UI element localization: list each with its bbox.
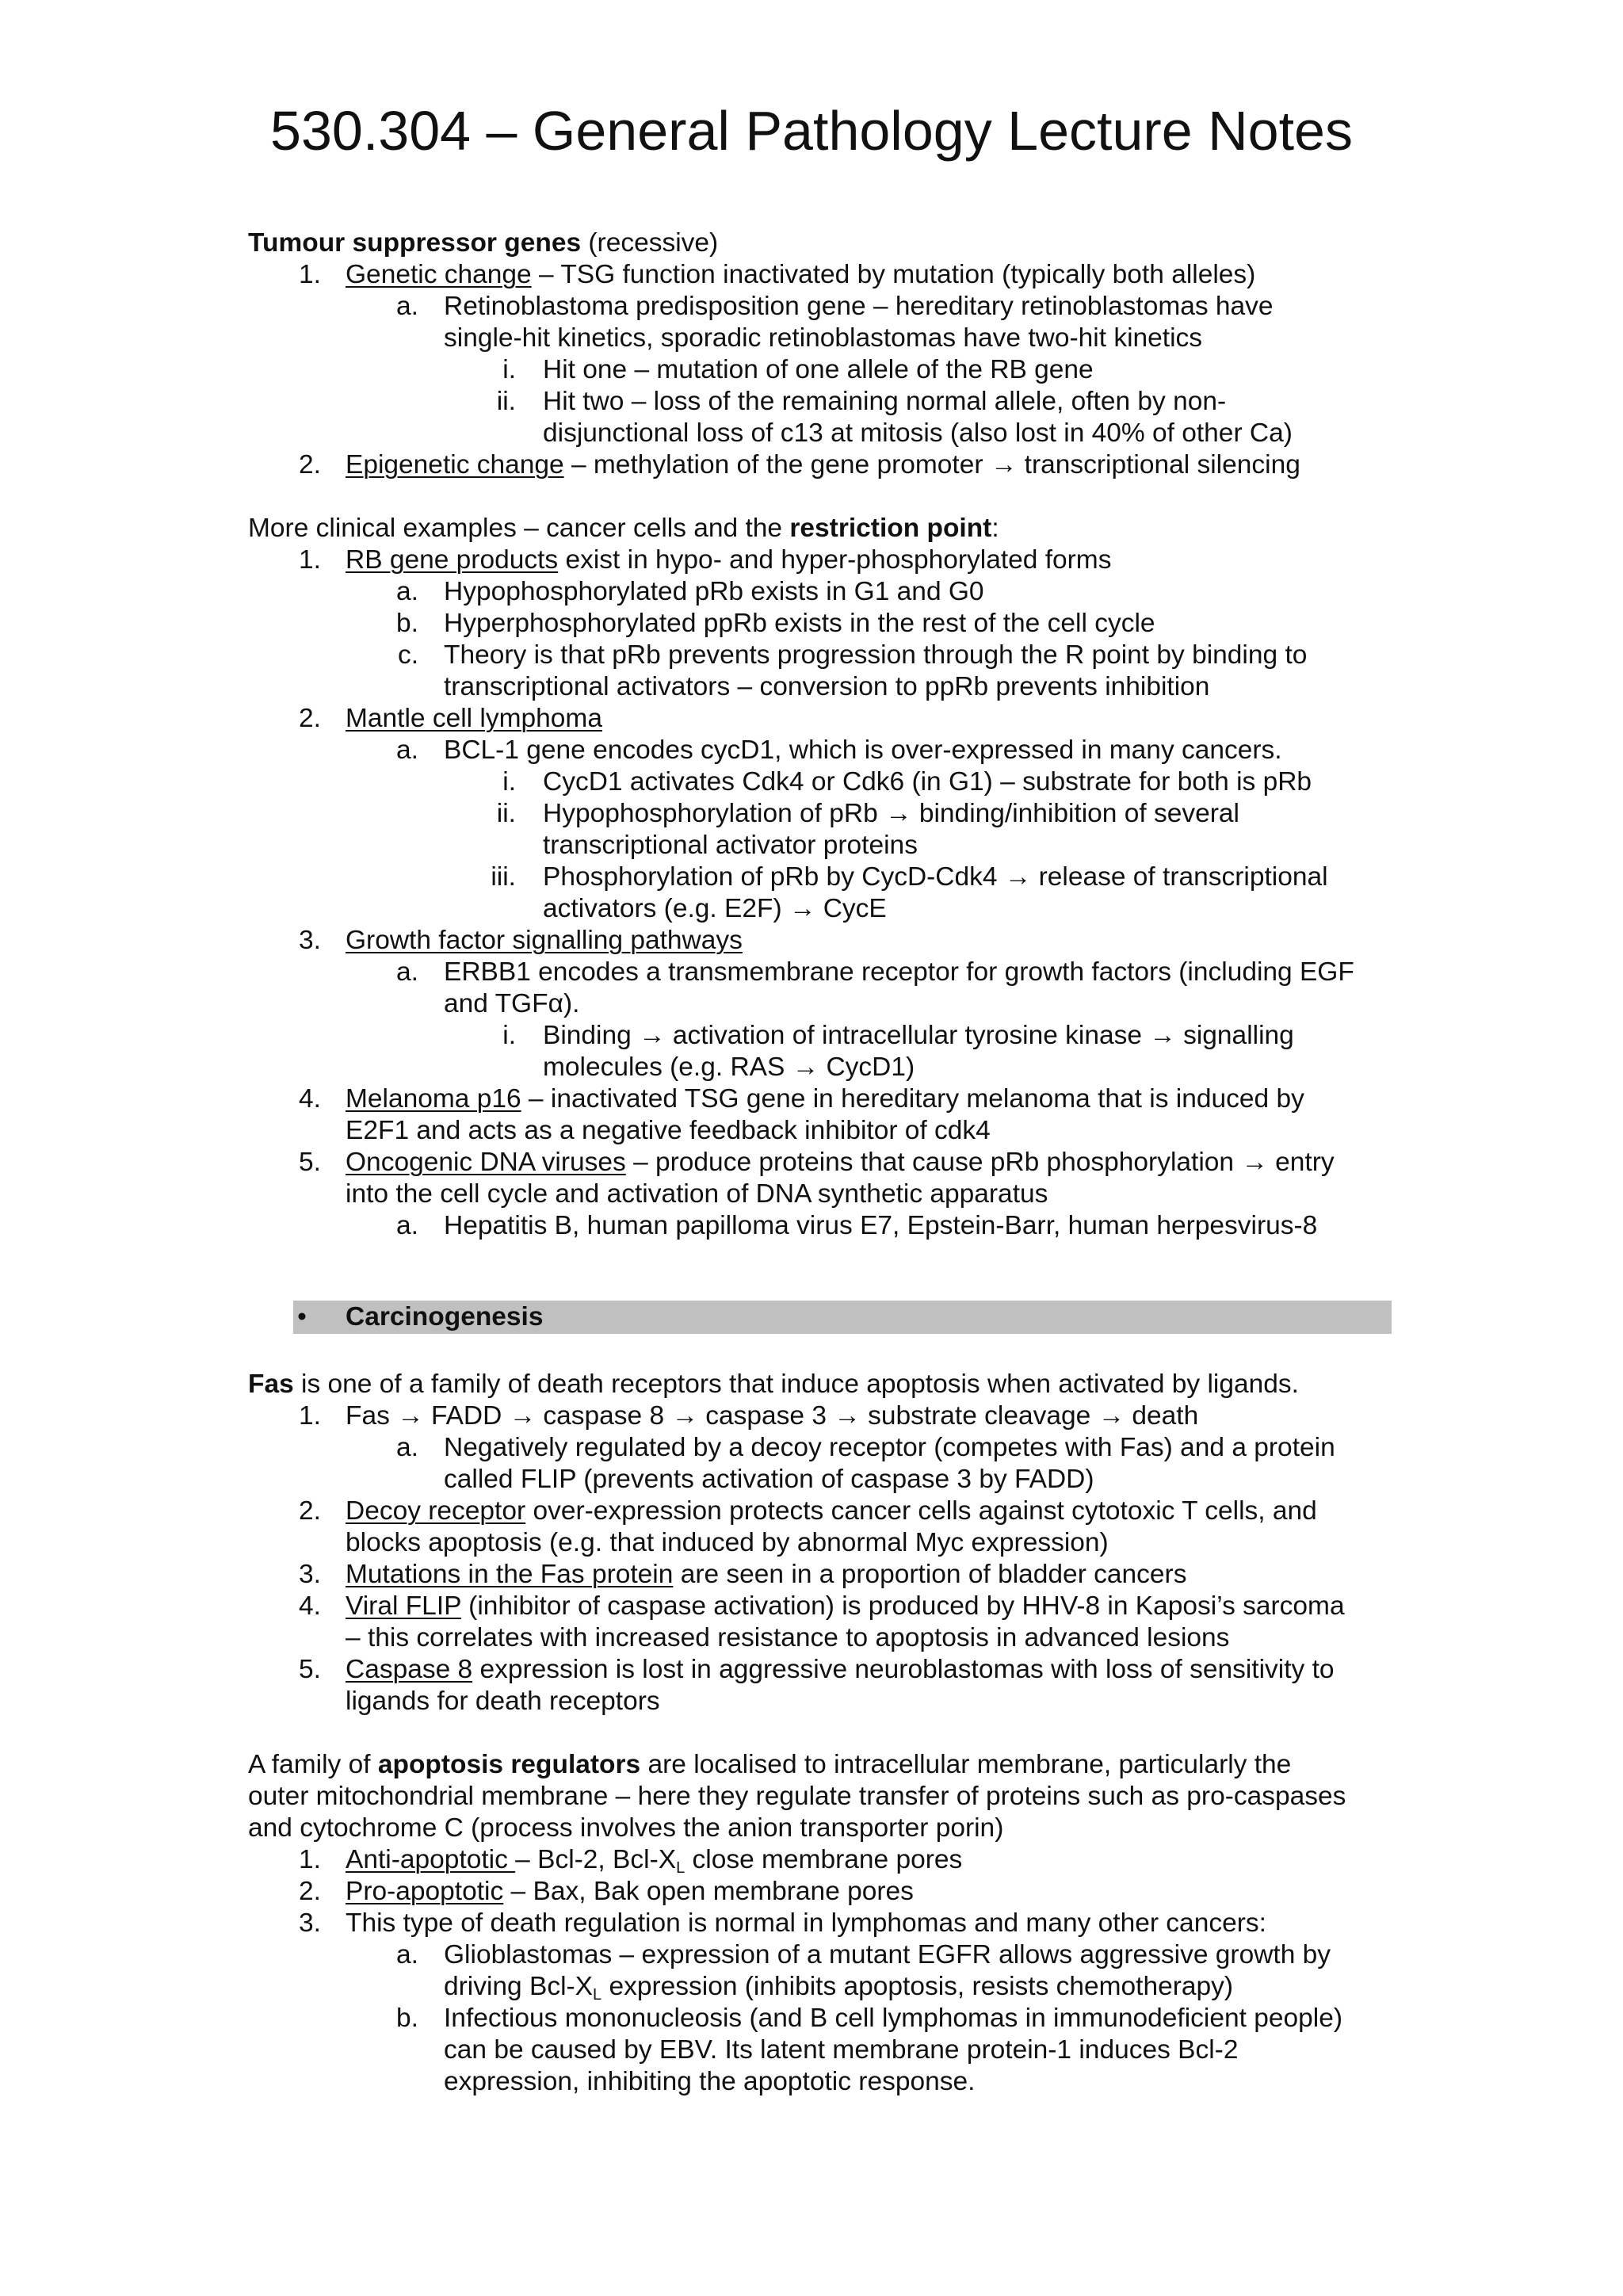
- text-run: BCL-1 gene encodes cycD1, which is over-expressed in many cancers.: [444, 735, 1282, 765]
- list-marker: 4.: [299, 1084, 321, 1114]
- text-run: More clinical examples – cancer cells and the: [248, 514, 790, 543]
- list-marker: b.: [396, 2004, 418, 2033]
- text-run: expression (inhibits apoptosis, resists chemotherapy): [601, 1972, 1234, 2001]
- list-marker: 3.: [299, 926, 321, 955]
- text-run: driving Bcl-X: [444, 1972, 594, 2001]
- text-run: – methylation of the gene promoter → transcriptional silencing: [563, 450, 1300, 479]
- text-run: over-expression protects cancer cells against cytotoxic T cells, and: [525, 1496, 1317, 1526]
- list-marker: 1.: [299, 545, 321, 575]
- text-run: is one of a family of death receptors that induce apoptosis when activated by ligands.: [293, 1370, 1299, 1399]
- line-text: [346, 1559, 1186, 1591]
- line-text: [346, 1686, 660, 1717]
- text-run: blocks apoptosis (e.g. that induced by abnormal Myc expression): [346, 1528, 1109, 1557]
- text-run: and TGFα).: [444, 989, 580, 1018]
- list-marker: a.: [396, 957, 418, 987]
- line-text: [346, 1591, 1345, 1622]
- line-text: [543, 1020, 1294, 1052]
- list-marker: i.: [502, 767, 516, 797]
- text-run: Hit one – mutation of one allele of the RB gene: [543, 355, 1094, 384]
- line-text: [543, 766, 1312, 798]
- line-text: [248, 1781, 1346, 1813]
- list-marker: a.: [396, 1211, 418, 1240]
- text-run: Theory is that pRb prevents progression through the R point by binding to: [444, 640, 1308, 670]
- subscript: L: [676, 1859, 685, 1877]
- line-text: [248, 1749, 1291, 1781]
- line-text: [543, 1052, 915, 1083]
- list-marker: a.: [396, 735, 418, 765]
- underlined-term: Melanoma p16: [346, 1084, 521, 1114]
- bold-term: Fas: [248, 1370, 294, 1399]
- text-run: E2F1 and acts as a negative feedback inhibitor of cdk4: [346, 1116, 991, 1145]
- text-run: are seen in a proportion of bladder cancers: [673, 1560, 1187, 1589]
- text-run: – inactivated TSG gene in hereditary melanoma that is induced by: [521, 1084, 1304, 1114]
- list-marker: a.: [396, 1433, 418, 1462]
- line-text: [444, 576, 984, 608]
- text-run: Hypophosphorylation of pRb → binding/inhibition of several: [543, 799, 1239, 828]
- underlined-term: Pro-apoptotic: [346, 1877, 504, 1906]
- text-run: Binding → activation of intracellular tyrosine kinase → signalling: [543, 1021, 1294, 1050]
- line-text: [543, 418, 1293, 449]
- underlined-term: Caspase 8: [346, 1655, 473, 1684]
- page-title: 530.304 – General Pathology Lecture Notes: [270, 100, 1353, 162]
- line-text: [346, 1844, 962, 1876]
- line-text: [543, 354, 1094, 386]
- list-marker: 1.: [299, 1845, 321, 1874]
- list-marker: 3.: [299, 1908, 321, 1938]
- line-text: [346, 1147, 1335, 1179]
- section-bullet: •: [297, 1302, 307, 1331]
- line-text: [346, 1622, 1229, 1654]
- line-text: [444, 1464, 1094, 1496]
- line-text: [543, 386, 1226, 418]
- text-run: Hit two – loss of the remaining normal allele, often by non-: [543, 387, 1227, 416]
- text-run: outer mitochondrial membrane – here they regulate transfer of proteins such as pro-caspases: [248, 1782, 1346, 1811]
- list-marker: c.: [397, 640, 418, 670]
- bold-term: apoptosis regulators: [377, 1750, 641, 1779]
- line-text: [444, 291, 1274, 323]
- list-marker: 2.: [299, 1877, 321, 1906]
- line-text: [346, 1654, 1335, 1686]
- text-run: Negatively regulated by a decoy receptor (competes with Fas) and a protein: [444, 1433, 1335, 1462]
- line-text: [248, 513, 999, 544]
- text-run: disjunctional loss of c13 at mitosis (also lost in 40% of other Ca): [543, 418, 1293, 448]
- line-text: [543, 893, 887, 925]
- text-run: called FLIP (prevents activation of caspase 3 by FADD): [444, 1465, 1094, 1494]
- text-run: – this correlates with increased resistance to apoptosis in advanced lesions: [346, 1623, 1230, 1652]
- line-text: [346, 1115, 991, 1147]
- list-marker: 4.: [299, 1591, 321, 1621]
- line-text: [444, 1210, 1317, 1242]
- text-run: single-hit kinetics, sporadic retinoblastomas have two-hit kinetics: [444, 323, 1203, 353]
- section-heading-carcinogenesis: Carcinogenesis: [346, 1302, 544, 1331]
- line-text: [346, 1179, 1048, 1210]
- list-marker: 1.: [299, 260, 321, 289]
- line-text: [346, 1527, 1109, 1559]
- text-run: transcriptional activators – conversion to ppRb prevents inhibition: [444, 672, 1210, 701]
- line-text: [346, 259, 1255, 291]
- list-marker: ii.: [496, 387, 516, 416]
- line-text: [346, 703, 602, 735]
- line-text: [444, 671, 1209, 703]
- text-run: (inhibitor of caspase activation) is produced by HHV-8 in Kaposi’s sarcoma: [460, 1591, 1345, 1621]
- text-run: :: [991, 514, 999, 543]
- text-run: Hepatitis B, human papilloma virus E7, Epstein-Barr, human herpesvirus-8: [444, 1211, 1318, 1240]
- underlined-term: Oncogenic DNA viruses: [346, 1148, 626, 1177]
- list-marker: 3.: [299, 1560, 321, 1589]
- underlined-term: Mantle cell lymphoma: [346, 704, 602, 733]
- line-text: [346, 449, 1300, 481]
- text-run: – TSG function inactivated by mutation (typically both alleles): [531, 260, 1256, 289]
- text-run: Retinoblastoma predisposition gene – hereditary retinoblastomas have: [444, 292, 1274, 321]
- line-text: [346, 544, 1111, 576]
- list-marker: ii.: [496, 799, 516, 828]
- text-run: Phosphorylation of pRb by CycD-Cdk4 → release of transcriptional: [543, 862, 1328, 892]
- text-run: and cytochrome C (process involves the anion transporter porin): [248, 1813, 1004, 1843]
- list-marker: 2.: [299, 704, 321, 733]
- list-marker: 1.: [299, 1401, 321, 1431]
- list-marker: 2.: [299, 450, 321, 479]
- underlined-term: Decoy receptor: [346, 1496, 526, 1526]
- line-text: [444, 988, 579, 1020]
- line-text: [543, 830, 918, 861]
- underlined-term: Anti-apoptotic: [346, 1845, 516, 1874]
- line-text: [346, 1400, 1198, 1432]
- line-text: [444, 2066, 975, 2098]
- text-run: Infectious mononucleosis (and B cell lymphomas in immunodeficient people): [444, 2004, 1342, 2033]
- line-text: [543, 861, 1328, 893]
- underlined-term: RB gene products: [346, 545, 559, 575]
- line-text: [444, 1971, 1233, 2003]
- text-run: molecules (e.g. RAS → CycD1): [543, 1052, 915, 1082]
- underlined-term: Epigenetic change: [346, 450, 564, 479]
- text-run: ERBB1 encodes a transmembrane receptor for growth factors (including EGF: [444, 957, 1354, 987]
- text-run: expression, inhibiting the apoptotic response.: [444, 2067, 976, 2096]
- line-text: [444, 323, 1202, 354]
- line-text: [444, 1432, 1335, 1464]
- underlined-term: Mutations in the Fas protein: [346, 1560, 674, 1589]
- line-text: [346, 1083, 1304, 1115]
- line-text: [346, 1876, 914, 1908]
- text-run: ligands for death receptors: [346, 1687, 660, 1716]
- list-marker: 5.: [299, 1655, 321, 1684]
- text-run: exist in hypo- and hyper-phosphorylated forms: [558, 545, 1112, 575]
- text-run: A family of: [248, 1750, 378, 1779]
- text-run: Fas → FADD → caspase 8 → caspase 3 → substrate cleavage → death: [346, 1401, 1199, 1431]
- line-text: [248, 1813, 1003, 1844]
- text-run: – produce proteins that cause pRb phosphorylation → entry: [625, 1148, 1335, 1177]
- list-marker: i.: [502, 1021, 516, 1050]
- text-run: activators (e.g. E2F) → CycE: [543, 894, 887, 923]
- underlined-term: Genetic change: [346, 260, 532, 289]
- text-run: transcriptional activator proteins: [543, 831, 918, 860]
- line-text: [346, 1908, 1266, 1939]
- list-marker: 5.: [299, 1148, 321, 1177]
- line-text: [444, 735, 1282, 766]
- underlined-term: Viral FLIP: [346, 1591, 461, 1621]
- list-marker: iii.: [491, 862, 516, 892]
- text-run: – Bcl-2, Bcl-X: [515, 1845, 677, 1874]
- text-run: can be caused by EBV. Its latent membrane protein-1 induces Bcl-2: [444, 2035, 1239, 2065]
- bold-term: Tumour suppressor genes: [248, 228, 582, 258]
- list-marker: a.: [396, 1940, 418, 1969]
- text-run: – Bax, Bak open membrane pores: [503, 1877, 914, 1906]
- text-run: close membrane pores: [685, 1845, 963, 1874]
- line-text: [346, 925, 743, 957]
- line-text: [444, 1939, 1331, 1971]
- list-marker: i.: [502, 355, 516, 384]
- text-run: into the cell cycle and activation of DNA synthetic apparatus: [346, 1179, 1048, 1209]
- text-run: Hyperphosphorylated ppRb exists in the rest of the cell cycle: [444, 609, 1155, 638]
- line-text: [248, 1369, 1299, 1400]
- line-text: [444, 2003, 1342, 2034]
- text-run: are localised to intracellular membrane, particularly the: [640, 1750, 1292, 1779]
- line-text: [444, 2034, 1238, 2066]
- line-text: [444, 608, 1155, 640]
- list-marker: a.: [396, 292, 418, 321]
- bold-term: restriction point: [789, 514, 992, 543]
- text-run: CycD1 activates Cdk4 or Cdk6 (in G1) – substrate for both is pRb: [543, 767, 1312, 797]
- line-text: [543, 798, 1239, 830]
- underlined-term: Growth factor signalling pathways: [346, 926, 743, 955]
- line-text: [444, 640, 1307, 671]
- list-marker: 2.: [299, 1496, 321, 1526]
- list-marker: a.: [396, 577, 418, 606]
- text-run: Glioblastomas – expression of a mutant EGFR allows aggressive growth by: [444, 1940, 1331, 1969]
- text-run: expression is lost in aggressive neuroblastomas with loss of sensitivity to: [472, 1655, 1335, 1684]
- list-marker: b.: [396, 609, 418, 638]
- text-run: Hypophosphorylated pRb exists in G1 and G0: [444, 577, 984, 606]
- text-run: This type of death regulation is normal in lymphomas and many other cancers:: [346, 1908, 1266, 1938]
- line-text: [444, 957, 1354, 988]
- subscript: L: [593, 1986, 602, 2004]
- line-text: [346, 1496, 1317, 1527]
- text-run: (recessive): [581, 228, 719, 258]
- line-text: [248, 227, 718, 259]
